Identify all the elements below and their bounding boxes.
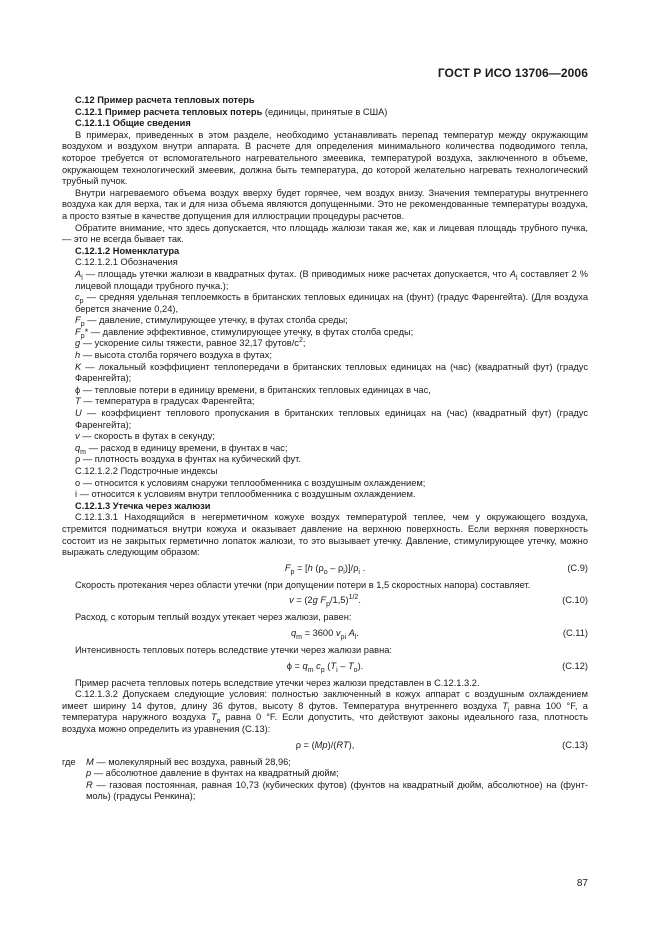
definition-fp-star: $F_p*$ — давление эффективное, стимулирующее утечку, в футах столба среды; <box>75 326 414 340</box>
definition-h: h — высота столба горячего воздуха в футах; <box>75 350 272 361</box>
equation-formula: $F_p = [h$ $(\rho_o - \rho_i)]/\rho_i$ . <box>284 562 366 576</box>
equation-formula: $q_m = 3600$ $v_{\rho i}$ $A_l$. <box>290 627 360 641</box>
equation-c13 <box>62 740 588 753</box>
section-heading-c12-1 <box>62 107 588 119</box>
definition-v: v — скорость в футах в секунду; <box>75 431 216 442</box>
equation-number: (С.10) <box>562 595 588 606</box>
subscript-i: i — относится к условиям внутри теплообменника с воздушным охлаждением. <box>75 489 416 500</box>
equation-c12 <box>62 661 588 674</box>
section-heading-c12: С.12 Пример расчета тепловых потерь <box>75 95 255 105</box>
equation-c9 <box>62 563 588 576</box>
equation-formula: ρ = (Mp)/(RT), <box>295 739 355 750</box>
section-title-suffix: (единицы, принятые в США) <box>262 106 388 117</box>
equation-number: (С.11) <box>562 627 588 638</box>
subscript-o: о — относится к условиям снаружи теплообменника с воздушным охлаждением; <box>75 477 426 488</box>
definition-g: g — ускорение силы тяжести, равное 32,17 футов/$с^2$; <box>75 337 306 349</box>
equation-c11 <box>62 628 588 641</box>
where-p: p — абсолютное давление в фунтах на квадратный дюйм; <box>86 768 339 779</box>
paragraph: Скорость протекания через области утечки (при допущении потери в 1,5 скоростных напора) составляет. <box>75 579 531 590</box>
section-number: С.12.1 <box>75 106 103 117</box>
equation-c10 <box>62 595 588 608</box>
definition-phi: ϕ — тепловые потери в единицу времени, в британских тепловых единицах в час, <box>75 384 431 395</box>
definition-t: T — температура в градусах Фаренгейта; <box>75 396 255 407</box>
definition-u: U — коэффициент теплового пропускания в британских тепловых единицах на (час) (квадратный фут) (градус Фаренгейта); <box>75 408 588 430</box>
paragraph: С.12.1.3.1 Находящийся в негерметичном кожухе воздух температурой теплее, чем у окружающего воздуха, стремится подниматься внутри кожуха и оказывает давление на верхнюю поверхность. Если верхняя поверхность состоит из не закрытых герметично лопаток жалюзи, то это вызывает утечку. Давление, стимулирующее утечку, можно выражать следующим образом: <box>62 512 588 558</box>
definition-k: K — локальный коэффициент теплопередачи в британских тепловых единицах на (час) (квадратный фут) (градус Фаренгейта); <box>75 361 589 384</box>
page-number: 87 <box>576 878 588 889</box>
section-heading-c12-1-2-1: С.12.1.2.1 Обозначения <box>75 257 178 268</box>
equation-number: (С.12) <box>562 660 588 671</box>
where-m: где M — молекулярный вес воздуха, равный 28,96; <box>62 756 291 767</box>
paragraph: Интенсивность тепловых потерь вследствие утечки через жалюзи равна: <box>75 644 392 655</box>
where-label: где <box>62 756 76 767</box>
page-content <box>62 95 588 803</box>
paragraph: Расход, с которым теплый воздух утекает через жалюзи, равен: <box>75 612 352 623</box>
definition-cp: $c_p$ — средняя удельная теплоемкость в британских тепловых единицах на (фунт) (градус Фаренгейта). (Для воздуха берется значение 0,24), <box>75 292 588 314</box>
definition-rho: ρ — плотность воздуха в фунтах на кубический фут. <box>75 454 301 465</box>
section-heading-c12-1-1: С.12.1.1 Общие сведения <box>75 118 191 129</box>
definition-qm: $q_m$ — расход в единицу времени, в фунтах в час; <box>75 442 288 456</box>
paragraph: Обратите внимание, что здесь допускается, что площадь жалюзи такая же, как и лицевая площадь трубного пучка, — это не всегда бывает так. <box>62 222 588 245</box>
equation-formula: $\phi = q_m$ $c_p$ $(T_i - T_o)$. <box>286 660 364 674</box>
definition-al: $A_l$ — площадь утечки жалюзи в квадратных футах. (В приводимых ниже расчетах допускается, что $A_l$ составляет 2 % лицевой площади трубного пучка.); <box>75 268 588 291</box>
section-heading-c12-1-3: С.12.1.3 Утечка через жалюзи <box>75 500 211 511</box>
paragraph: С.12.1.3.2 Допускаем следующие условия: полностью заключенный в кожух аппарат с воздушным охлаждением имеет ширину 14 футов, длину 36 футов, высоту 8 футов. Температура внутреннего воздуха $T_i$ равна 100 °F, а температура наружного воздуха $T_o$ равна 0 °F. Если допустить, что действуют законы идеального газа, плотность воздуха можно определить из уравнения (С.13): <box>62 689 588 734</box>
equation-number: (С.9) <box>567 562 588 573</box>
paragraph: Внутри нагреваемого объема воздух вверху будет горячее, чем воздух внизу. Значения температуры внутреннего воздуха как для верха, так и для низа объема являются допущенными. Это не рекомендованные температуры воздуха, а просто взятые в качестве допущения для иллюстрации процедуры расчетов. <box>62 187 588 221</box>
section-heading-c12-1-2-2: С.12.1.2.2 Подстрочные индексы <box>75 466 218 476</box>
equation-number: (С.13) <box>562 739 588 750</box>
paragraph: В примерах, приведенных в этом разделе, необходимо устанавливать перепад температур между окружающим воздухом и воздухом внутри аппарата. В расчете для определения минимального количества подводимого тепла, которое требуется от вспомогательного нагревательного змеевика, температурой воздуха, заключенного в объеме, окружающем технологический змеевик, должна быть температура, до которой желательно нагревать технологический трубный пучок. <box>62 129 588 187</box>
section-heading-c12-1-2: С.12.1.2 Номенклатура <box>75 245 180 256</box>
document-header: ГОСТ Р ИСО 13706—2006 <box>437 66 588 80</box>
section-title: Пример расчета тепловых потерь <box>105 106 263 117</box>
definition-fp: $F_p$ — давление, стимулирующее утечку, в футах столба среды; <box>75 315 348 329</box>
equation-formula: v = (2g $F_p/1,5)^{1/2}$. <box>289 594 361 609</box>
paragraph: Пример расчета тепловых потерь вследствие утечки через жалюзи представлен в С.12.1.3.2. <box>75 677 480 688</box>
where-r: R — газовая постоянная, равная 10,73 (кубических футов) (фунтов на квадратный дюйм, абсолютное) на (фунт-моль) (градусы Ренкина); <box>86 779 588 802</box>
